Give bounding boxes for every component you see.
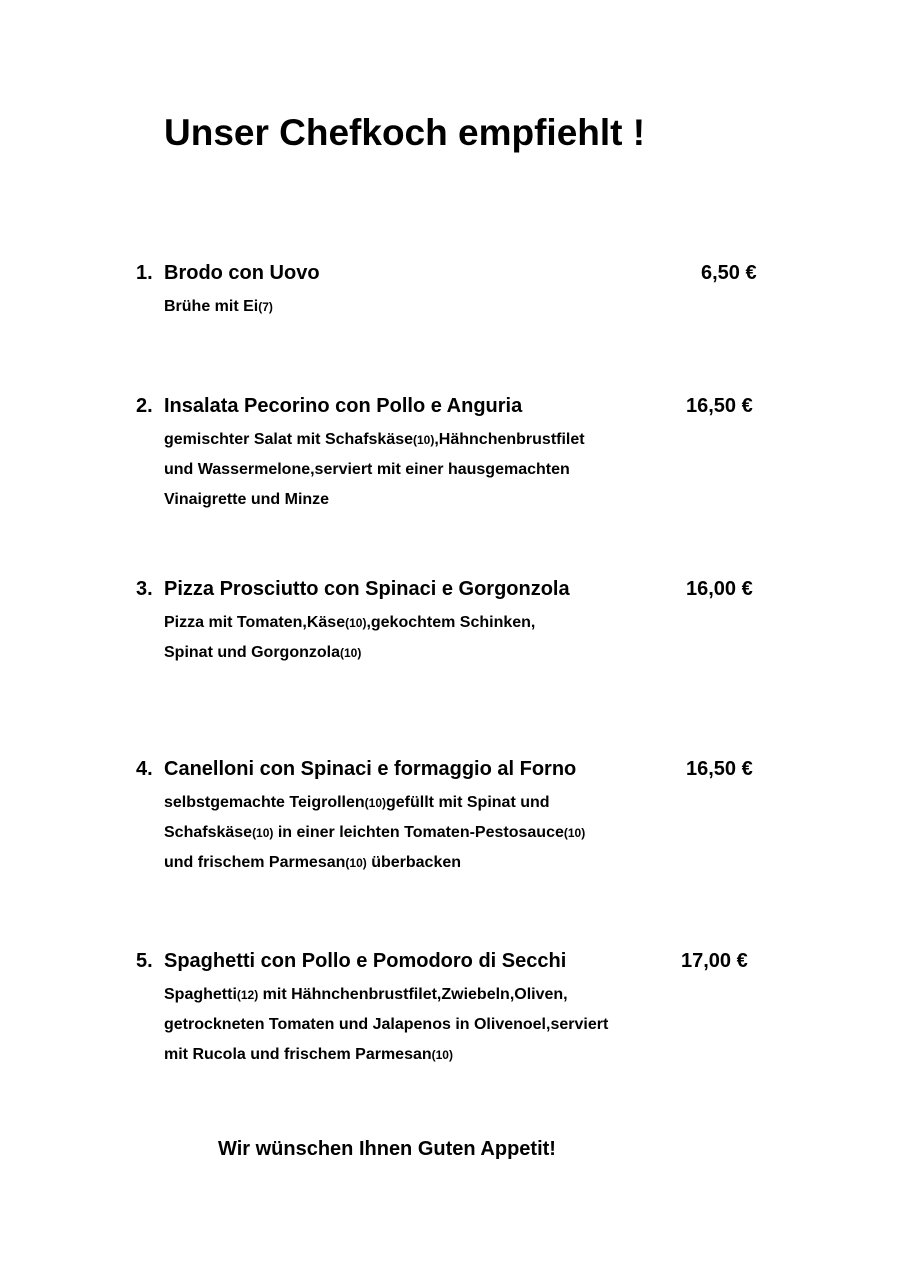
allergen-code: (10)	[431, 1048, 453, 1062]
description-line	[164, 848, 585, 878]
allergen-code: (10)	[364, 796, 386, 810]
item-price: 16,50 €	[686, 395, 753, 417]
item-description	[164, 292, 273, 322]
item-name: Insalata Pecorino con Pollo e Anguria	[164, 395, 523, 417]
allergen-code: (10)	[563, 826, 586, 840]
description-line	[164, 485, 585, 515]
description-line	[164, 292, 273, 322]
item-number: 3.	[136, 578, 153, 600]
item-price: 16,50 €	[686, 758, 753, 780]
item-price: 17,00 €	[681, 950, 748, 972]
item-name: Brodo con Uovo	[164, 262, 320, 284]
description-text: Brühe mit Ei	[164, 298, 259, 315]
description-text: und frischem Parmesan	[164, 854, 346, 871]
description-text: Pizza mit Tomaten,Käse	[164, 614, 346, 631]
description-line	[164, 608, 535, 638]
item-description	[164, 425, 585, 515]
description-line	[164, 1040, 608, 1070]
allergen-code: (10)	[345, 616, 367, 630]
item-description	[164, 608, 535, 668]
description-text: gefüllt mit Spinat und	[386, 794, 550, 811]
description-text: Vinaigrette und Minze	[164, 491, 330, 508]
page-title: Unser Chefkoch empfiehlt !	[164, 112, 646, 153]
description-text: selbstgemachte Teigrollen	[164, 794, 365, 811]
description-text: ,Hähnchenbrustfilet	[434, 431, 585, 448]
description-text: Spinat und Gorgonzola	[164, 644, 340, 661]
description-text: Spaghetti	[164, 986, 237, 1003]
item-number: 4.	[136, 758, 153, 780]
description-line	[164, 788, 585, 818]
item-description	[164, 788, 585, 878]
description-text: Schafskäse	[164, 824, 253, 841]
item-name: Pizza Prosciutto con Spinaci e Gorgonzola	[164, 578, 570, 600]
allergen-code: (10)	[339, 646, 362, 660]
closing-message: Wir wünschen Ihnen Guten Appetit!	[218, 1138, 556, 1160]
allergen-code: (7)	[258, 300, 273, 314]
description-text: und Wassermelone,serviert mit einer hausgemachten	[164, 461, 570, 478]
item-number: 1.	[136, 262, 153, 284]
description-line	[164, 980, 608, 1010]
description-text: getrockneten Tomaten und Jalapenos in Olivenoel,serviert	[164, 1016, 609, 1033]
description-line	[164, 638, 535, 668]
description-text: in einer leichten Tomaten-Pestosauce	[273, 824, 564, 841]
description-text: gemischter Salat mit Schafskäse	[164, 431, 414, 448]
description-line	[164, 818, 585, 848]
item-name: Spaghetti con Pollo e Pomodoro di Secchi	[164, 950, 567, 972]
item-price: 16,00 €	[686, 578, 753, 600]
description-text: ,gekochtem Schinken,	[366, 614, 536, 631]
item-number: 5.	[136, 950, 153, 972]
item-description	[164, 980, 608, 1070]
description-line	[164, 1010, 608, 1040]
description-text: mit Rucola und frischem Parmesan	[164, 1046, 432, 1063]
allergen-code: (10)	[413, 433, 435, 447]
description-line	[164, 455, 585, 485]
allergen-code: (12)	[236, 988, 259, 1002]
allergen-code: (10)	[252, 826, 274, 840]
item-number: 2.	[136, 395, 153, 417]
description-text: mit Hähnchenbrustfilet,Zwiebeln,Oliven,	[258, 986, 568, 1003]
description-line	[164, 425, 585, 455]
item-name: Canelloni con Spinaci e formaggio al Forno	[164, 758, 577, 780]
description-text: überbacken	[366, 854, 462, 871]
allergen-code: (10)	[345, 856, 367, 870]
item-price: 6,50 €	[701, 262, 757, 284]
